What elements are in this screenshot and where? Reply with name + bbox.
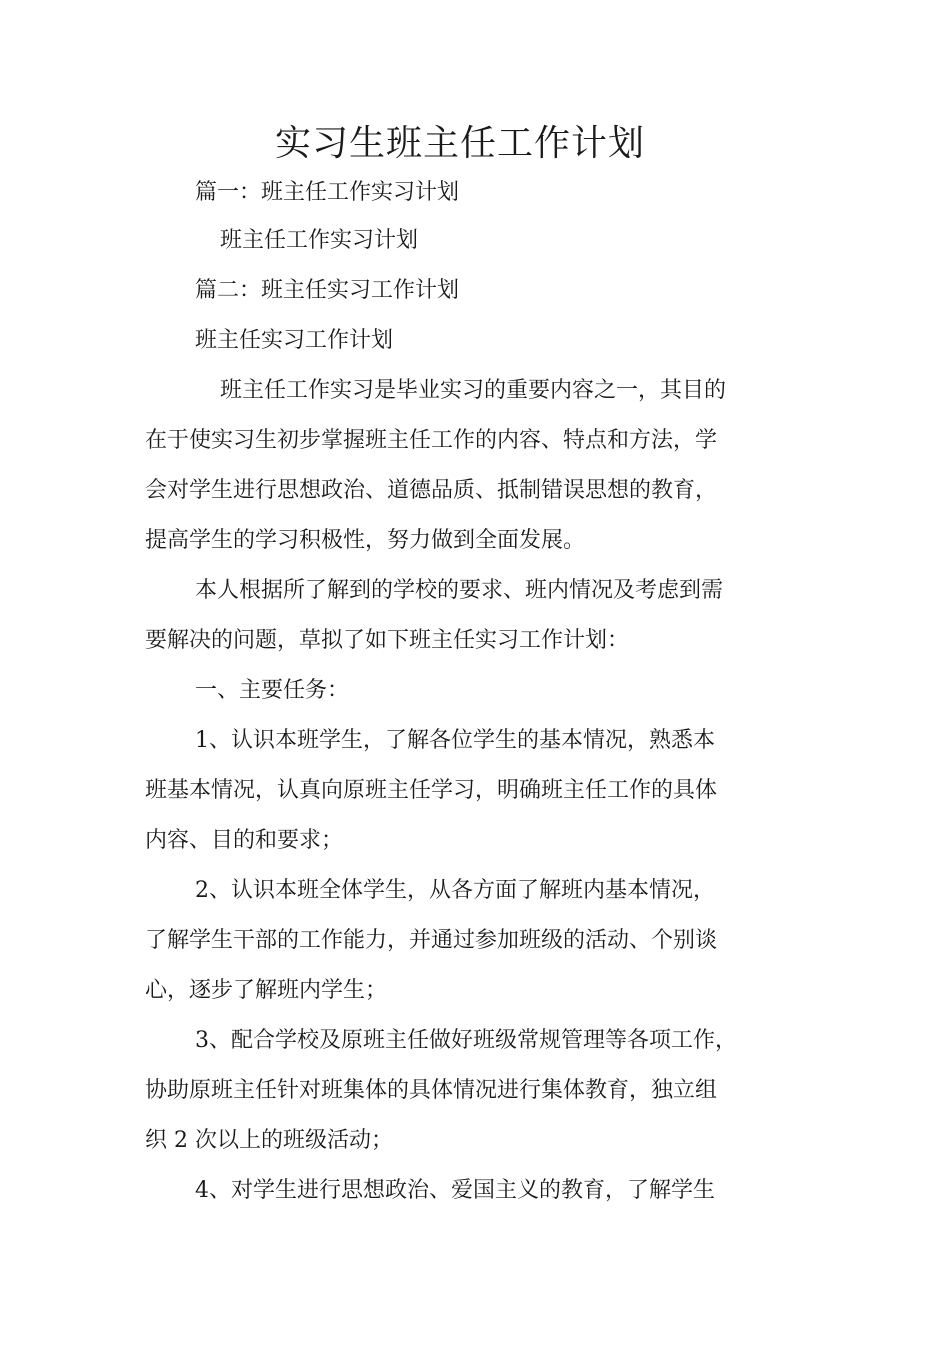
paragraph-line: 3、配合学校及原班主任做好班级常规管理等各项工作， — [195, 1028, 737, 1053]
paragraph-line: 1、认识本班学生，了解各位学生的基本情况，熟悉本 — [195, 728, 715, 753]
paragraph-line: 协助原班主任针对班集体的具体情况进行集体教育，独立组 — [145, 1078, 718, 1103]
paragraph-line: 织 2 次以上的班级活动； — [145, 1128, 393, 1153]
paragraph-line: 提高学生的学习积极性，努力做到全面发展。 — [145, 528, 586, 553]
paragraph-line: 4、对学生进行思想政治、爱国主义的教育，了解学生 — [195, 1178, 715, 1203]
document-title: 实习生班主任工作计划 — [274, 123, 645, 164]
section-heading: 一、主要任务： — [195, 678, 350, 703]
paragraph-line: 班主任工作实习是毕业实习的重要内容之一，其目的 — [220, 378, 727, 403]
paragraph-line: 篇一：班主任工作实习计划 — [195, 180, 460, 205]
paragraph-line: 班基本情况，认真向原班主任学习，明确班主任工作的具体 — [145, 778, 718, 803]
paragraph-line: 会对学生进行思想政治、道德品质、抵制错误思想的教育， — [145, 478, 718, 503]
paragraph-line: 班主任实习工作计划 — [195, 328, 394, 353]
paragraph-line: 2、认识本班全体学生，从各方面了解班内基本情况， — [195, 878, 715, 903]
paragraph-line: 班主任工作实习计划 — [220, 228, 419, 253]
paragraph-line: 本人根据所了解到的学校的要求、班内情况及考虑到需 — [195, 578, 724, 603]
paragraph-line: 要解决的问题，草拟了如下班主任实习工作计划： — [145, 628, 630, 653]
paragraph-line: 内容、目的和要求； — [145, 828, 344, 853]
paragraph-line: 在于使实习生初步掌握班主任工作的内容、特点和方法，学 — [145, 428, 718, 453]
paragraph-line: 篇二：班主任实习工作计划 — [195, 278, 460, 303]
paragraph-line: 了解学生干部的工作能力，并通过参加班级的活动、个别谈 — [145, 928, 718, 953]
paragraph-line: 心，逐步了解班内学生； — [145, 978, 388, 1003]
